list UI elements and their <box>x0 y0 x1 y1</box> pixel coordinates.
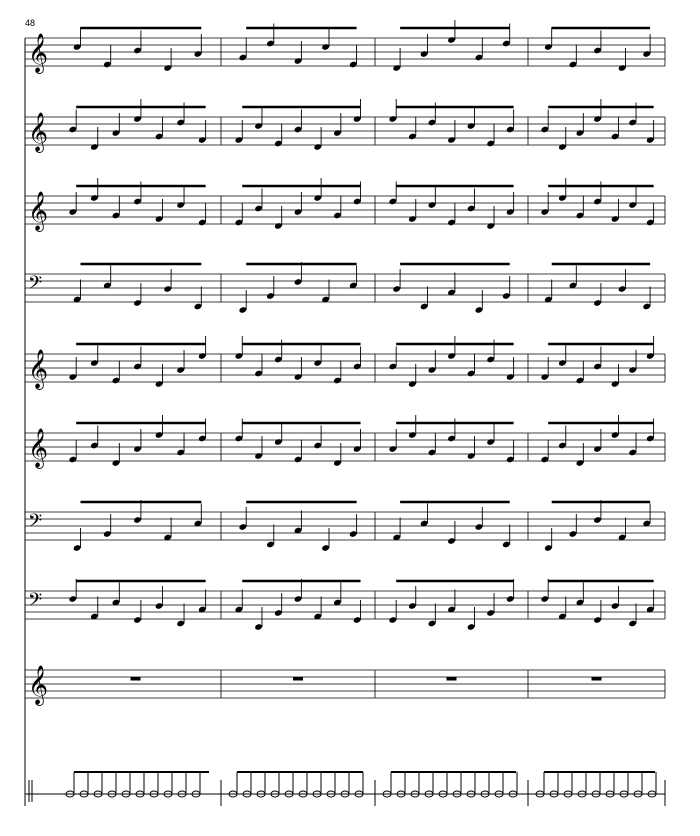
staff-6 <box>25 415 665 469</box>
whole-rest <box>293 677 303 681</box>
staff-2 <box>25 99 665 153</box>
staff-1 <box>25 20 665 74</box>
staff-8 <box>25 579 665 631</box>
treble-clef-icon: 𝄞 <box>28 428 49 468</box>
staff-9 <box>25 665 665 706</box>
staves-layer <box>25 20 665 806</box>
treble-clef-icon: 𝄞 <box>28 33 49 73</box>
staff-3 <box>25 178 665 232</box>
treble-clef-icon: 𝄞 <box>28 665 49 705</box>
bass-clef-icon: 𝄢 <box>28 511 43 536</box>
treble-clef-icon: 𝄞 <box>28 191 49 231</box>
measure-number: 48 <box>25 18 36 28</box>
whole-rest <box>131 677 141 681</box>
whole-rest <box>447 677 457 681</box>
staff-5 <box>25 336 665 390</box>
whole-rest <box>592 677 602 681</box>
treble-clef-icon: 𝄞 <box>28 112 49 152</box>
bass-clef-icon: 𝄢 <box>28 273 43 298</box>
bass-clef-icon: 𝄢 <box>28 590 43 615</box>
staff-7 <box>25 500 665 552</box>
staff-10 <box>25 772 665 806</box>
staff-4 <box>25 262 665 314</box>
treble-clef-icon: 𝄞 <box>28 349 49 389</box>
